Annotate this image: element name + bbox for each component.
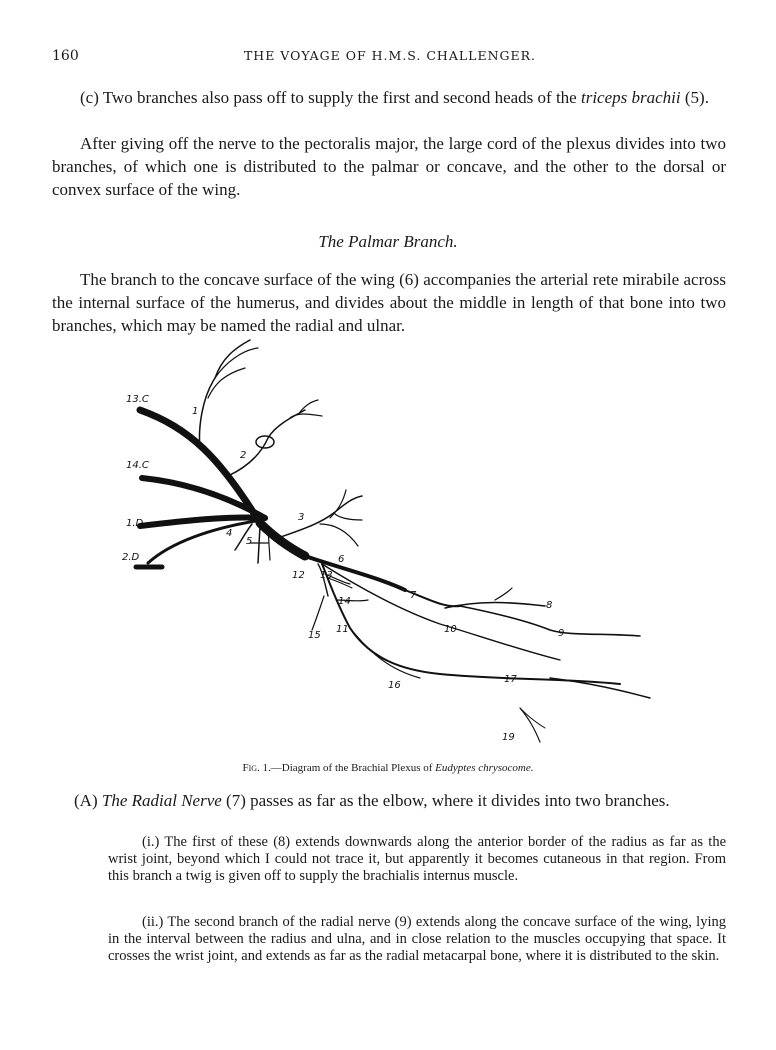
caption-text: —Diagram of the Brachial Plexus of: [270, 762, 436, 774]
nerve-11: [322, 564, 620, 684]
nerve-3-twig: [320, 524, 358, 546]
label-3: 3: [298, 512, 305, 523]
paragraph-text: (7) passes as far as the elbow, where it divides into two branches.: [221, 791, 670, 810]
main-trunk: [260, 523, 305, 556]
label-13c: 13.C: [126, 394, 149, 405]
label-6: 6: [338, 554, 345, 565]
species-name: Eudyptes chrysocome.: [435, 762, 534, 774]
section-title: The Palmar Branch.: [318, 232, 458, 251]
italic-term: The Radial Nerve: [101, 791, 222, 810]
label-13: 13: [320, 570, 333, 581]
nerve-cord-2d: [148, 520, 262, 563]
nerve-19-twig: [520, 708, 545, 728]
nerve-5: [258, 526, 260, 563]
nerve-16: [350, 628, 420, 678]
label-11: 11: [336, 624, 349, 635]
label-2: 2: [240, 450, 247, 461]
paragraph-triceps: [52, 86, 726, 109]
label-15: 15: [308, 630, 321, 641]
label-4: 4: [226, 528, 233, 539]
paragraph-second-branch: (ii.) The second branch of the radial nerve (9) extends along the concave surface of the wing, lying in the interval between the radius and ulna, and in close relation to the muscles occupying that space. It crosses the wrist joint, and extends as far as the radial metacarpal bone, where it is distributed to the skin.: [108, 914, 726, 964]
figure-number: Fig. 1.: [242, 762, 271, 774]
paragraph-plexus-division: After giving off the nerve to the pectoralis major, the large cord of the plexus divides into two branches, of which one is distributed to the palmar or concave, and the other to the dorsal or convex surface of the wing.: [52, 134, 726, 199]
nerve-2: [228, 410, 305, 476]
nerve-1-twig: [208, 368, 245, 398]
paragraph-text: (c) Two branches also pass off to supply the first and second heads of the: [80, 88, 581, 107]
nerve-8-twig: [495, 588, 512, 600]
nerve-1-twig: [215, 348, 258, 378]
label-19: 19: [502, 732, 515, 743]
label-1: 1: [192, 406, 199, 417]
nerve-3: [278, 496, 362, 538]
nerve-2-twig: [290, 414, 322, 418]
label-17: 17: [504, 674, 517, 685]
label-14: 14: [338, 596, 351, 607]
label-8: 8: [546, 600, 553, 611]
nerve-2-loop: [256, 436, 274, 448]
paragraph-radial-nerve: [52, 790, 726, 811]
label-5: 5: [246, 536, 253, 547]
paragraph-text: (A): [74, 791, 102, 810]
brachial-plexus-figure: [100, 338, 700, 758]
figure-caption: [0, 762, 776, 774]
paragraph-text: (5).: [680, 88, 709, 107]
nerve-19: [520, 708, 540, 742]
label-1d: 1.D: [126, 518, 144, 529]
label-14c: 14.C: [126, 460, 149, 471]
running-title: THE VOYAGE OF H.M.S. CHALLENGER.: [243, 48, 537, 63]
label-9: 9: [558, 628, 565, 639]
italic-term: triceps brachii: [580, 88, 681, 107]
paragraph-first-branch: (i.) The first of these (8) extends downwards along the anterior border of the radius as far as the wrist joint, beyond which I could not trace it, but apparently it becomes cutaneous in that region. From this branch a twig is given off to supply the brachialis internus muscle.: [108, 834, 726, 884]
plexus-diagram: [100, 338, 700, 758]
nerve-2-twig: [300, 400, 318, 412]
label-2d: 2.D: [122, 552, 140, 563]
nerve-3-twig: [335, 514, 362, 520]
label-10: 10: [444, 624, 457, 635]
label-16: 16: [388, 680, 401, 691]
label-12: 12: [292, 570, 305, 581]
nerve-15: [312, 596, 324, 630]
label-7: 7: [410, 590, 417, 601]
nerve-10: [322, 564, 560, 660]
nerve-1: [200, 340, 250, 448]
paragraph-palmar-branch: The branch to the concave surface of the wing (6) accompanies the arterial rete mirabile across the internal surface of the humerus, and divides about the middle in length of that bone into two branches, which may be named the radial and ulnar.: [52, 270, 726, 335]
page-number: 160: [52, 48, 79, 64]
